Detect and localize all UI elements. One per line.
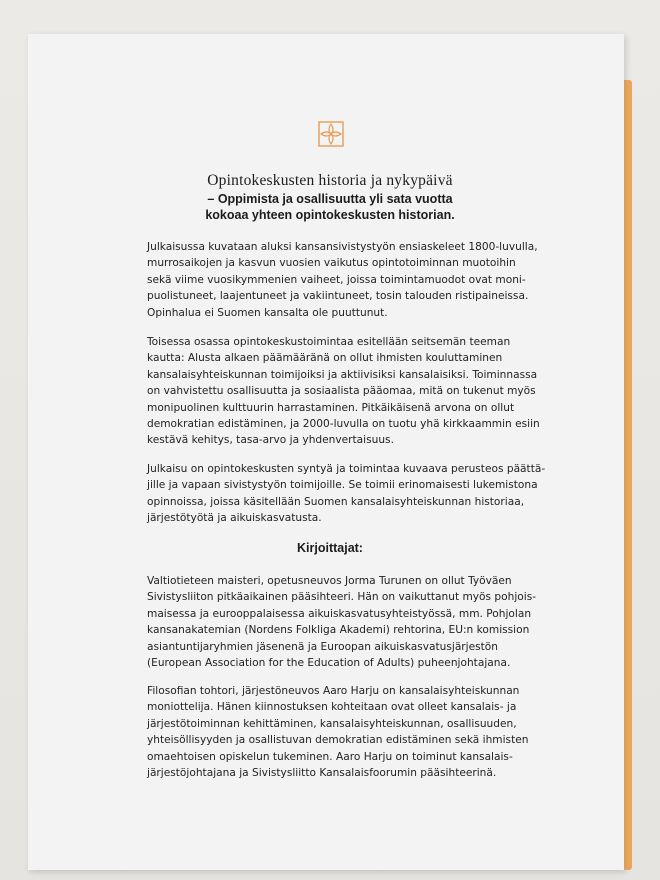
paragraph-line: Valtiotieteen maisteri, opetusneuvos Jorma Turunen on ollut Työväen: [147, 575, 512, 587]
paragraph-line: Toisessa osassa opintokeskustoimintaa esitellään seitsemän teeman: [147, 336, 511, 348]
author-paragraph-2: [147, 683, 527, 781]
paragraph-line: kautta: Alusta alkaen päämääränä on ollut ihmisten kouluttaminen: [147, 352, 503, 365]
paragraph-line: demokratian edistäminen, ja 2000-luvulla on tuotu yhä kirkkaammin esiin: [147, 418, 540, 431]
paragraph-line: (European Association for the Education of Adults) puheenjohtajana.: [147, 657, 511, 670]
paragraph-line: kansalaisyhteiskunnan toimijoiksi ja aktiivisiksi kansalaisiksi. Toiminnassa: [147, 368, 538, 381]
authors-heading: Kirjoittajat:: [297, 541, 363, 555]
paragraph-line: Sivistysliiton pitkäaikainen pääsihteeri. Hän on vaikuttanut myös pohjois-: [147, 591, 537, 604]
paragraph-line: maisessa ja eurooppalaisessa aikuiskasvatusyhteistyössä, mm. Pohjolan: [147, 607, 532, 620]
four-petal-flower-icon: [318, 121, 344, 147]
book-title: Opintokeskusten historia ja nykypäivä: [207, 172, 453, 189]
description-paragraph-1: [147, 239, 538, 321]
paragraph-line: omaehtoisen opiskelun tukeminen. Aaro Harju on toiminut kansalais-: [147, 750, 513, 763]
paragraph-line: kansanakatemian (Nordens Folkliga Akademi) rehtorina, EU:n komission: [147, 624, 530, 637]
paragraph-line: asiantuntijaryhmien jäsenenä ja Euroopan aikuiskasvatusjärjestön: [147, 640, 498, 653]
paragraph-line: Filosofian tohtori, järjestöneuvos Aaro Harju on kansalaisyhteiskunnan: [147, 685, 520, 697]
description-paragraph-2: [147, 334, 540, 449]
paragraph-line: järjestötoiminnan kehittäminen, kansalaisyhteiskunnan, osallisuuden,: [147, 717, 517, 730]
paragraph-line: Julkaisussa kuvataan aluksi kansansivistystyön ensiaskeleet 1800-luvulla,: [147, 241, 538, 253]
paragraph-line: jille ja vapaan sivistystyön toimijoille. Se toimii erinomaisesti lukemistona: [147, 479, 538, 492]
book-subtitle-line-1: – Oppimista ja osallisuutta yli sata vuotta: [207, 192, 453, 206]
paragraph-line: yhteisöllisyyden ja osallistuvan demokratian edistäminen sekä ihmisten: [147, 734, 529, 747]
paragraph-line: järjestötyötä ja aikuiskasvatusta.: [147, 512, 322, 525]
paragraph-line: järjestöjohtajana ja Sivistysliitto Kansalaisfoorumin pääsihteerinä.: [147, 767, 497, 780]
book-subtitle-line-2: kokoaa yhteen opintokeskusten historian.: [205, 208, 455, 222]
paragraph-line: Julkaisu on opintokeskusten syntyä ja toimintaa kuvaava perusteos päättä-: [147, 463, 546, 475]
paragraph-line: puolistuneet, laajentuneet ja vakiintuneet, tosin talouden ristipaineissa.: [147, 290, 529, 303]
paragraph-line: murrosaikojen ja kasvun vuosien vaikutus opintotoiminnan muotoihin: [147, 257, 516, 270]
author-paragraph-1: [147, 573, 537, 671]
paragraph-line: on vahvistettu osallisuutta ja sosiaalista pääomaa, mitä on tukenut myös: [147, 385, 536, 398]
description-paragraph-3: [147, 461, 546, 527]
paragraph-line: moniottelija. Hänen kiinnostuksen kohteitaan ovat olleet kansalais- ja: [147, 701, 517, 714]
paragraph-line: opinnoissa, joissa käsitellään Suomen kansalaisyhteiskunnan historiaa,: [147, 495, 525, 508]
paragraph-line: Opinhalua ei Suomen kansalta ole puuttunut.: [147, 306, 388, 319]
paragraph-line: monipuolinen kulttuurin harrastaminen. Pitkäikäisenä arvona on ollut: [147, 401, 515, 414]
paragraph-line: kestävä kehitys, tasa-arvo ja yhdenvertaisuus.: [147, 434, 394, 447]
paragraph-line: sekä viime vuosikymmenien vaiheet, joissa toimintamuodot ovat moni-: [147, 273, 526, 286]
